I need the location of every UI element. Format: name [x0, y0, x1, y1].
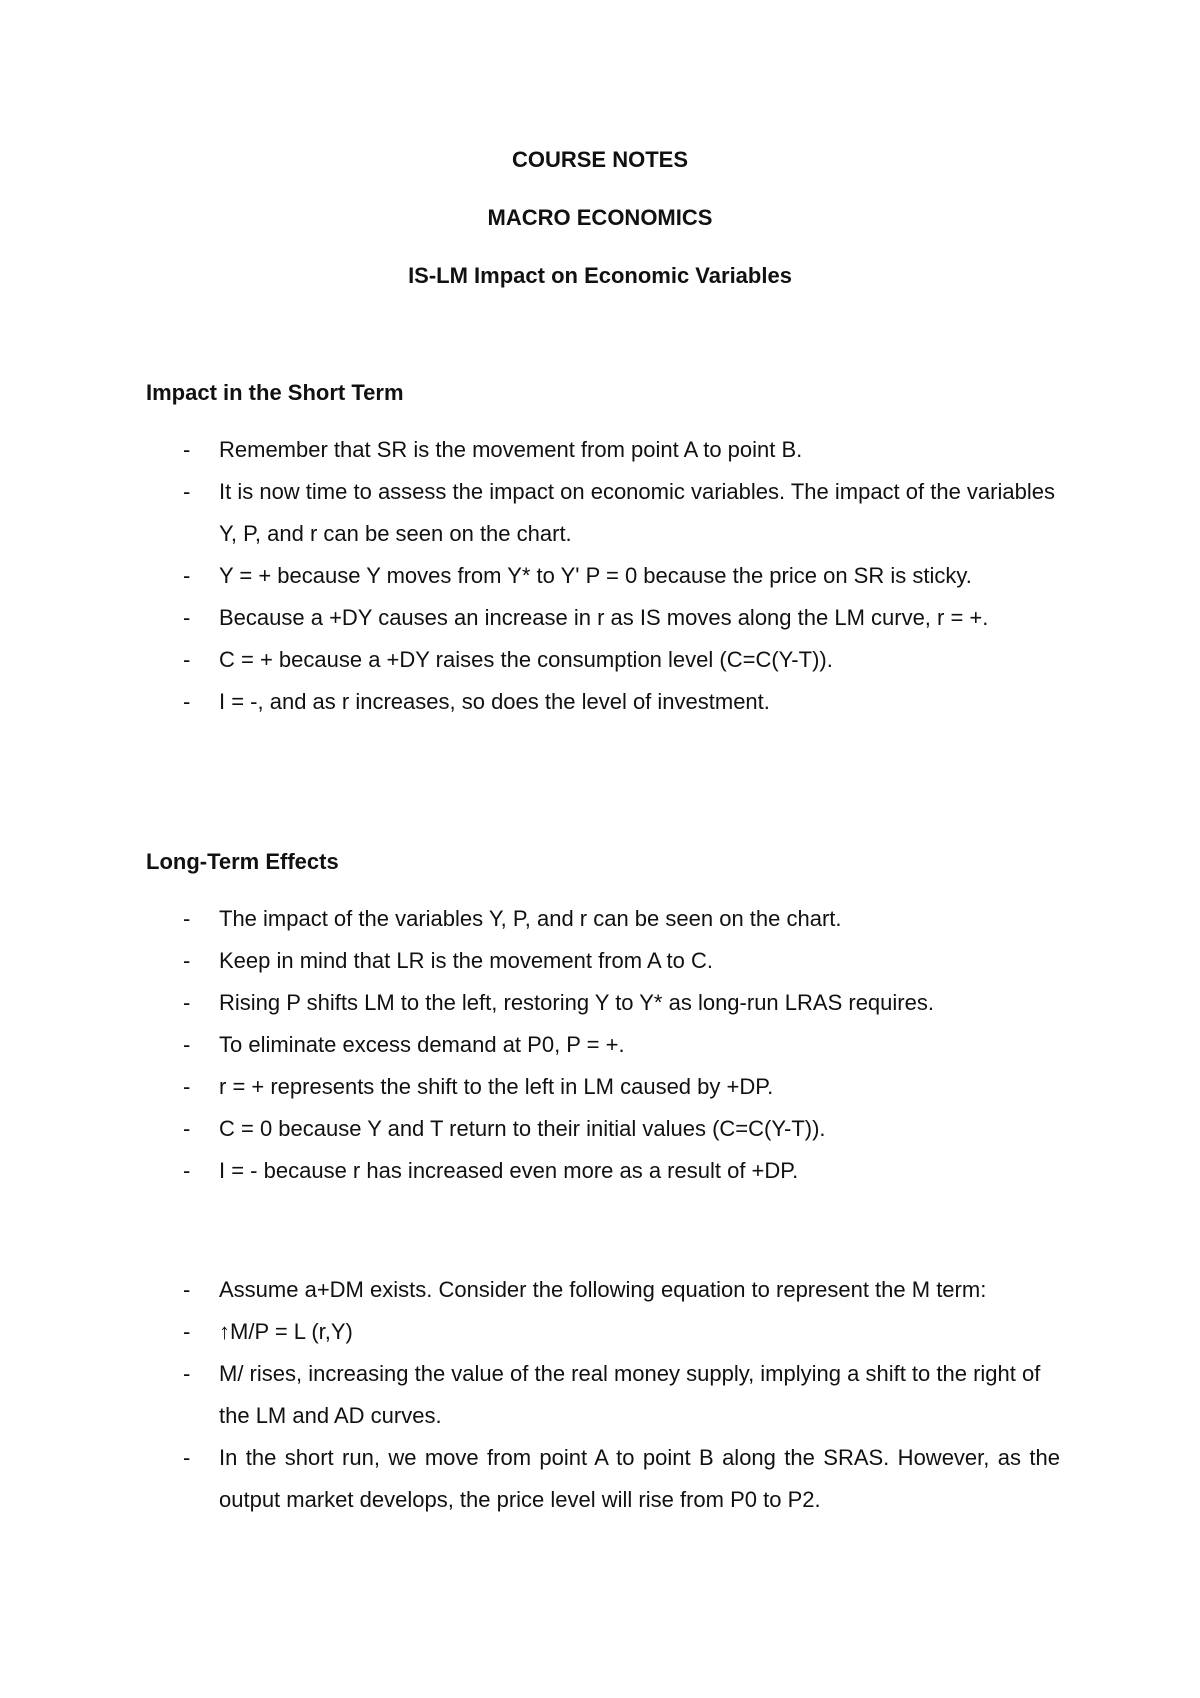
list-item: [146, 681, 1060, 723]
list-item-text: Assume a+DM exists. Consider the following equation to represent the M term:: [219, 1277, 987, 1302]
list-item-text: The impact of the variables Y, P, and r can be seen on the chart.: [219, 906, 842, 931]
list-item: [146, 471, 1060, 555]
list-item: [146, 898, 1060, 940]
money-supply-list: [146, 1269, 1060, 1521]
course-notes-title: COURSE NOTES: [511, 147, 689, 172]
long-term-list: [146, 898, 1060, 1192]
bullet-dash: -: [183, 437, 191, 462]
bullet-dash: -: [183, 647, 191, 672]
list-item: [146, 555, 1060, 597]
bullet-dash: -: [183, 1074, 191, 1099]
list-item-text: C = + because a +DY raises the consumption level (C=C(Y-T)).: [219, 647, 833, 672]
short-term-list: [146, 429, 1060, 723]
list-item: [146, 1150, 1060, 1192]
section-heading-short-term: Impact in the Short Term: [146, 380, 404, 405]
bullet-dash: -: [183, 1032, 191, 1057]
bullet-dash: -: [183, 689, 191, 714]
bullet-dash: -: [183, 906, 191, 931]
list-item-text: In the short run, we move from point A to point B along the SRAS. However, as the output market develops, the price level will rise from P0 to P2.: [219, 1445, 1060, 1512]
list-item: [146, 1311, 1060, 1353]
list-item-text: Keep in mind that LR is the movement from A to C.: [219, 948, 714, 973]
bullet-dash: -: [183, 1319, 191, 1344]
list-item-text: ↑M/P = L (r,Y): [219, 1319, 353, 1344]
list-item-text: M/ rises, increasing the value of the real money supply, implying a shift to the right of the LM and AD curves.: [219, 1361, 1041, 1428]
bullet-dash: -: [183, 1445, 191, 1470]
subject-title: MACRO ECONOMICS: [487, 205, 713, 230]
bullet-dash: -: [183, 605, 191, 630]
list-item: [146, 1437, 1060, 1521]
topic-title: IS-LM Impact on Economic Variables: [408, 263, 792, 288]
list-item-text: I = - because r has increased even more as a result of +DP.: [219, 1158, 799, 1183]
list-item: [146, 1066, 1060, 1108]
list-item: [146, 429, 1060, 471]
bullet-dash: -: [183, 1277, 191, 1302]
bullet-dash: -: [183, 990, 191, 1015]
list-item-text: Rising P shifts LM to the left, restoring Y to Y* as long-run LRAS requires.: [219, 990, 934, 1015]
list-item: [146, 982, 1060, 1024]
bullet-dash: -: [183, 479, 191, 504]
list-item-text: r = + represents the shift to the left in LM caused by +DP.: [219, 1074, 774, 1099]
list-item-text: I = -, and as r increases, so does the level of investment.: [219, 689, 770, 714]
list-item-text: C = 0 because Y and T return to their initial values (C=C(Y-T)).: [219, 1116, 826, 1141]
bullet-dash: -: [183, 1361, 191, 1386]
list-item: [146, 940, 1060, 982]
section-heading-long-term: Long-Term Effects: [146, 849, 339, 874]
list-item: [146, 639, 1060, 681]
bullet-dash: -: [183, 1116, 191, 1141]
list-item: [146, 1269, 1060, 1311]
list-item: [146, 1353, 1060, 1437]
bullet-dash: -: [183, 563, 191, 588]
list-item: [146, 1108, 1060, 1150]
list-item-text: Y = + because Y moves from Y* to Y' P = 0 because the price on SR is sticky.: [219, 563, 972, 588]
list-item: [146, 1024, 1060, 1066]
list-item-text: It is now time to assess the impact on economic variables. The impact of the variables Y, P, and r can be seen on the chart.: [219, 479, 1055, 546]
bullet-dash: -: [183, 1158, 191, 1183]
list-item-text: To eliminate excess demand at P0, P = +.: [219, 1032, 625, 1057]
list-item-text: Remember that SR is the movement from point A to point B.: [219, 437, 803, 462]
bullet-dash: -: [183, 948, 191, 973]
list-item-text: Because a +DY causes an increase in r as IS moves along the LM curve, r = +.: [219, 605, 989, 630]
list-item: [146, 597, 1060, 639]
